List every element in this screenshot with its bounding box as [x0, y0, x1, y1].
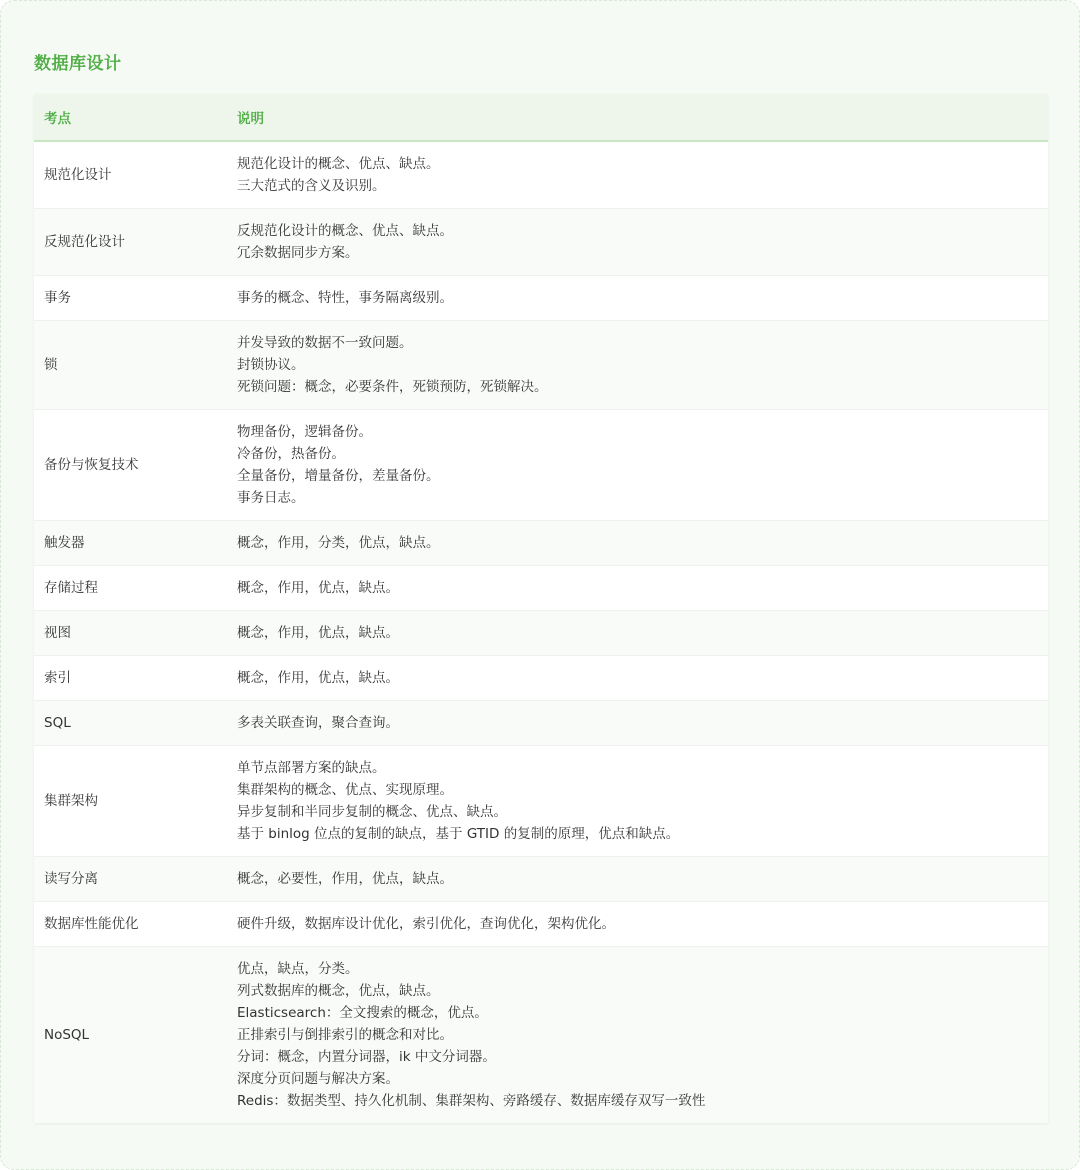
topic-cell: 存储过程	[34, 566, 227, 611]
table-row	[34, 521, 1048, 566]
description-cell	[227, 902, 1048, 947]
header-topic: 考点	[34, 94, 227, 141]
topic-cell: 索引	[34, 656, 227, 701]
description-line: 全量备份，增量备份，差量备份。	[237, 468, 440, 484]
description-cell	[227, 746, 1048, 857]
section-title: 数据库设计	[34, 54, 122, 74]
description-line: 概念，作用，分类，优点，缺点。	[237, 535, 440, 551]
topic-cell: NoSQL	[34, 947, 227, 1124]
description-line: 多表关联查询，聚合查询。	[237, 715, 399, 731]
description-line: Redis：数据类型、持久化机制、集群架构、旁路缓存、数据库缓存双写一致性	[237, 1093, 706, 1109]
description-cell	[227, 857, 1048, 902]
table-row	[34, 746, 1048, 857]
table-row	[34, 410, 1048, 521]
description-line: 异步复制和半同步复制的概念、优点、缺点。	[237, 804, 507, 820]
topics-table-container	[34, 94, 1048, 1123]
table-header	[34, 94, 1048, 141]
description-cell	[227, 701, 1048, 746]
table-row	[34, 857, 1048, 902]
table-row	[34, 321, 1048, 410]
table-row	[34, 209, 1048, 276]
description-line: 概念，作用，优点，缺点。	[237, 670, 399, 686]
description-cell	[227, 656, 1048, 701]
table-row	[34, 276, 1048, 321]
description-line: 三大范式的含义及识别。	[237, 178, 386, 194]
topic-cell: 触发器	[34, 521, 227, 566]
description-line: 死锁问题：概念，必要条件，死锁预防，死锁解决。	[237, 379, 548, 395]
description-line: 并发导致的数据不一致问题。	[237, 335, 413, 351]
table-row	[34, 947, 1048, 1124]
table-row	[34, 902, 1048, 947]
description-line: 分词：概念，内置分词器，ik 中文分词器。	[237, 1049, 496, 1065]
topic-cell: 集群架构	[34, 746, 227, 857]
description-line: 反规范化设计的概念、优点、缺点。	[237, 223, 453, 239]
topic-cell: 事务	[34, 276, 227, 321]
description-line: Elasticsearch：全文搜索的概念，优点。	[237, 1005, 488, 1021]
description-cell	[227, 276, 1048, 321]
topic-cell: 锁	[34, 321, 227, 410]
description-line: 集群架构的概念、优点、实现原理。	[237, 782, 453, 798]
table-row	[34, 141, 1048, 209]
description-line: 基于 binlog 位点的复制的缺点，基于 GTID 的复制的原理，优点和缺点。	[237, 826, 680, 842]
table-row	[34, 701, 1048, 746]
table-row	[34, 611, 1048, 656]
description-cell	[227, 566, 1048, 611]
description-cell	[227, 947, 1048, 1124]
description-line: 事务的概念、特性，事务隔离级别。	[237, 290, 453, 306]
topic-cell: 数据库性能优化	[34, 902, 227, 947]
description-line: 封锁协议。	[237, 357, 305, 373]
description-line: 规范化设计的概念、优点、缺点。	[237, 156, 440, 172]
topic-cell: 规范化设计	[34, 141, 227, 209]
topic-cell: 备份与恢复技术	[34, 410, 227, 521]
topic-cell: 反规范化设计	[34, 209, 227, 276]
header-row	[34, 94, 1048, 141]
description-line: 冷备份，热备份。	[237, 446, 345, 462]
topic-cell: SQL	[34, 701, 227, 746]
description-line: 列式数据库的概念，优点，缺点。	[237, 983, 440, 999]
description-line: 事务日志。	[237, 490, 305, 506]
description-line: 深度分页问题与解决方案。	[237, 1071, 399, 1087]
description-cell	[227, 321, 1048, 410]
description-line: 硬件升级，数据库设计优化，索引优化，查询优化，架构优化。	[237, 916, 615, 932]
description-cell	[227, 410, 1048, 521]
description-line: 物理备份，逻辑备份。	[237, 424, 372, 440]
description-cell	[227, 209, 1048, 276]
description-line: 概念，作用，优点，缺点。	[237, 580, 399, 596]
table-body	[34, 141, 1048, 1123]
description-cell	[227, 611, 1048, 656]
topics-table	[34, 94, 1048, 1123]
description-cell	[227, 521, 1048, 566]
header-description: 说明	[227, 94, 1048, 141]
description-line: 冗余数据同步方案。	[237, 245, 359, 261]
description-line: 正排索引与倒排索引的概念和对比。	[237, 1027, 453, 1043]
description-cell	[227, 141, 1048, 209]
description-line: 概念，必要性，作用，优点，缺点。	[237, 871, 453, 887]
table-row	[34, 656, 1048, 701]
table-row	[34, 566, 1048, 611]
description-line: 概念，作用，优点，缺点。	[237, 625, 399, 641]
topic-cell: 视图	[34, 611, 227, 656]
description-line: 单节点部署方案的缺点。	[237, 760, 386, 776]
topic-cell: 读写分离	[34, 857, 227, 902]
description-line: 优点，缺点，分类。	[237, 961, 359, 977]
